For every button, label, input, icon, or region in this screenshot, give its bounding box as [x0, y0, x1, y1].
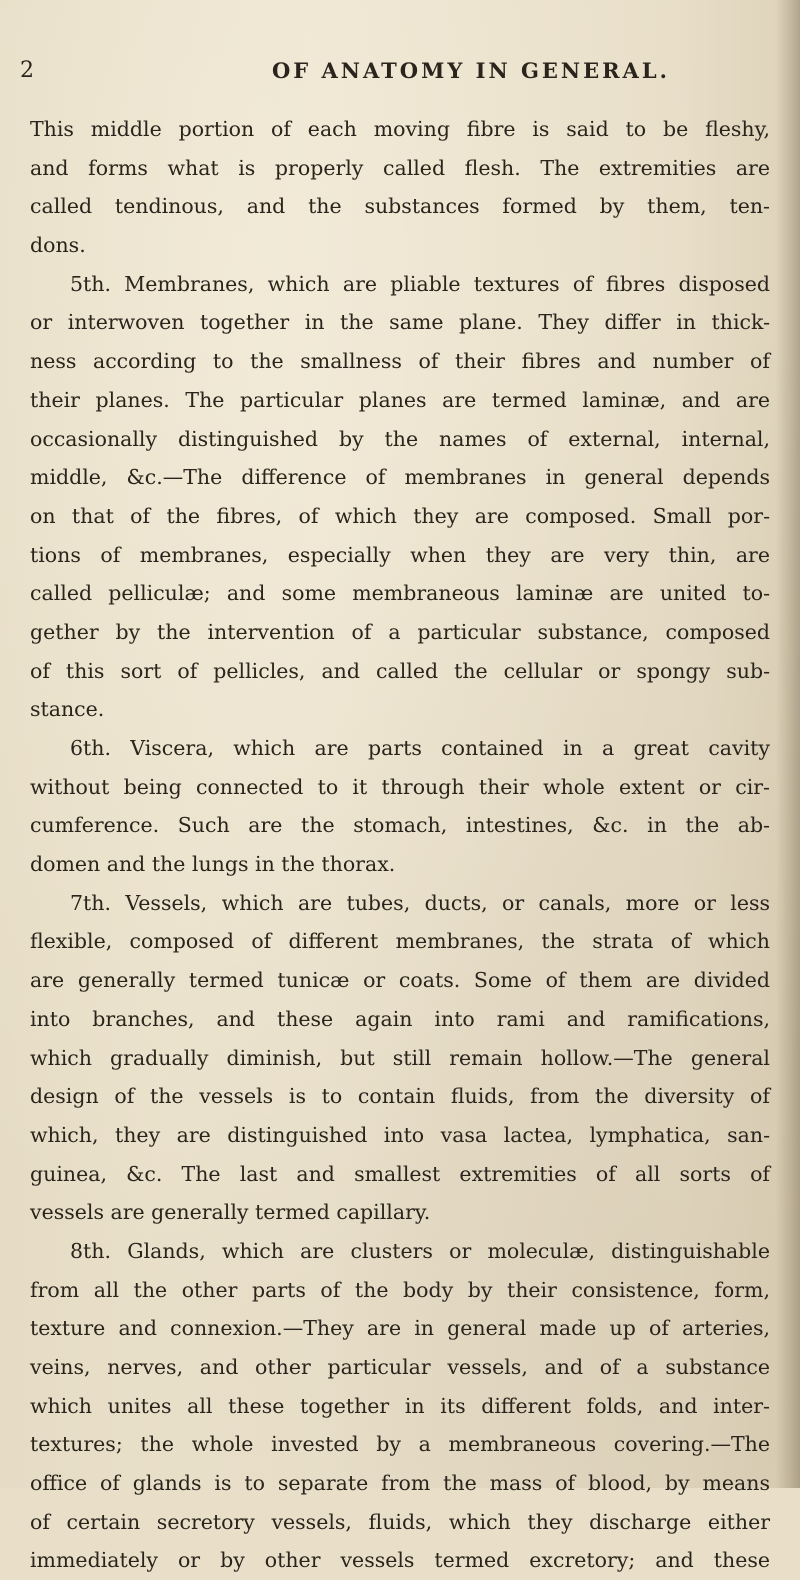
text-line: on that of the fibres, of which they are composed. Small por- [30, 503, 770, 528]
text-line: of this sort of pellicles, and called the cellular or spongy sub- [30, 658, 770, 683]
page-number: 2 [20, 58, 37, 83]
text-line: into branches, and these again into rami and ramifications, [30, 1006, 770, 1031]
text-line: middle, &c.—The difference of membranes in general depends [30, 465, 770, 490]
text-line: occasionally distinguished by the names of external, internal, [30, 426, 770, 451]
text-line: ness according to the smallness of their fibres and number of [30, 349, 770, 374]
text-line: and forms what is properly called flesh. The extremities are [30, 155, 770, 180]
text-line: gether by the intervention of a particular substance, composed [30, 619, 770, 644]
text-line: without being connected to it through their whole extent or cir- [30, 774, 770, 799]
page-gutter-shadow [776, 0, 800, 1488]
text-line: which, they are distinguished into vasa lactea, lymphatica, san- [30, 1122, 770, 1147]
running-title: OF ANATOMY IN GENERAL. [272, 58, 670, 83]
text-line: their planes. The particular planes are termed laminæ, and are [30, 387, 770, 412]
text-line: tions of membranes, especially when they are very thin, are [30, 542, 770, 567]
text-line: stance. [30, 697, 105, 722]
text-line: 5th. Membranes, which are pliable textures of fibres disposed [70, 271, 770, 296]
text-line: dons. [30, 233, 86, 258]
running-head [20, 58, 760, 92]
text-line: which gradually diminish, but still remain hollow.—The general [30, 1045, 770, 1070]
text-line: called pelliculæ; and some membraneous laminæ are united to- [30, 581, 770, 606]
text-line: flexible, composed of different membranes, the strata of which [30, 929, 770, 954]
text-line: 6th. Viscera, which are parts contained in a great cavity [70, 736, 770, 760]
text-line: 8th. Glands, which are clusters or moleculæ, distinguishable [70, 1238, 770, 1263]
text-line: This middle portion of each moving fibre is said to be fleshy, [30, 117, 770, 141]
text-line: which unites all these together in its different folds, and inter- [30, 1393, 770, 1418]
text-line: vessels are generally termed capillary. [30, 1200, 431, 1225]
text-line: called tendinous, and the substances formed by them, ten- [30, 194, 770, 219]
text-line: cumference. Such are the stomach, intestines, &c. in the ab- [30, 813, 770, 838]
text-line: are generally termed tunicæ or coats. Some of them are divided [30, 968, 770, 993]
text-line: textures; the whole invested by a membraneous covering.—The [30, 1432, 770, 1457]
text-line: design of the vessels is to contain fluids, from the diversity of [30, 1084, 770, 1109]
text-line: domen and the lungs in the thorax. [30, 852, 396, 877]
text-line: veins, nerves, and other particular vessels, and of a substance [30, 1355, 770, 1379]
text-line: from all the other parts of the body by their consistence, form, [30, 1277, 770, 1302]
text-line: or interwoven together in the same plane. They differ in thick- [30, 310, 770, 335]
text-line: texture and connexion.—They are in general made up of arteries, [30, 1316, 770, 1341]
text-line: guinea, &c. The last and smallest extremities of all sorts of [30, 1161, 770, 1186]
text-body [30, 110, 770, 1580]
text-line: of certain secretory vessels, fluids, which they discharge either [30, 1509, 770, 1534]
text-line: office of glands is to separate from the mass of blood, by means [30, 1471, 770, 1496]
text-line: 7th. Vessels, which are tubes, ducts, or canals, more or less [70, 890, 770, 915]
text-line: immediately or by other vessels termed excretory; and these [30, 1548, 770, 1573]
